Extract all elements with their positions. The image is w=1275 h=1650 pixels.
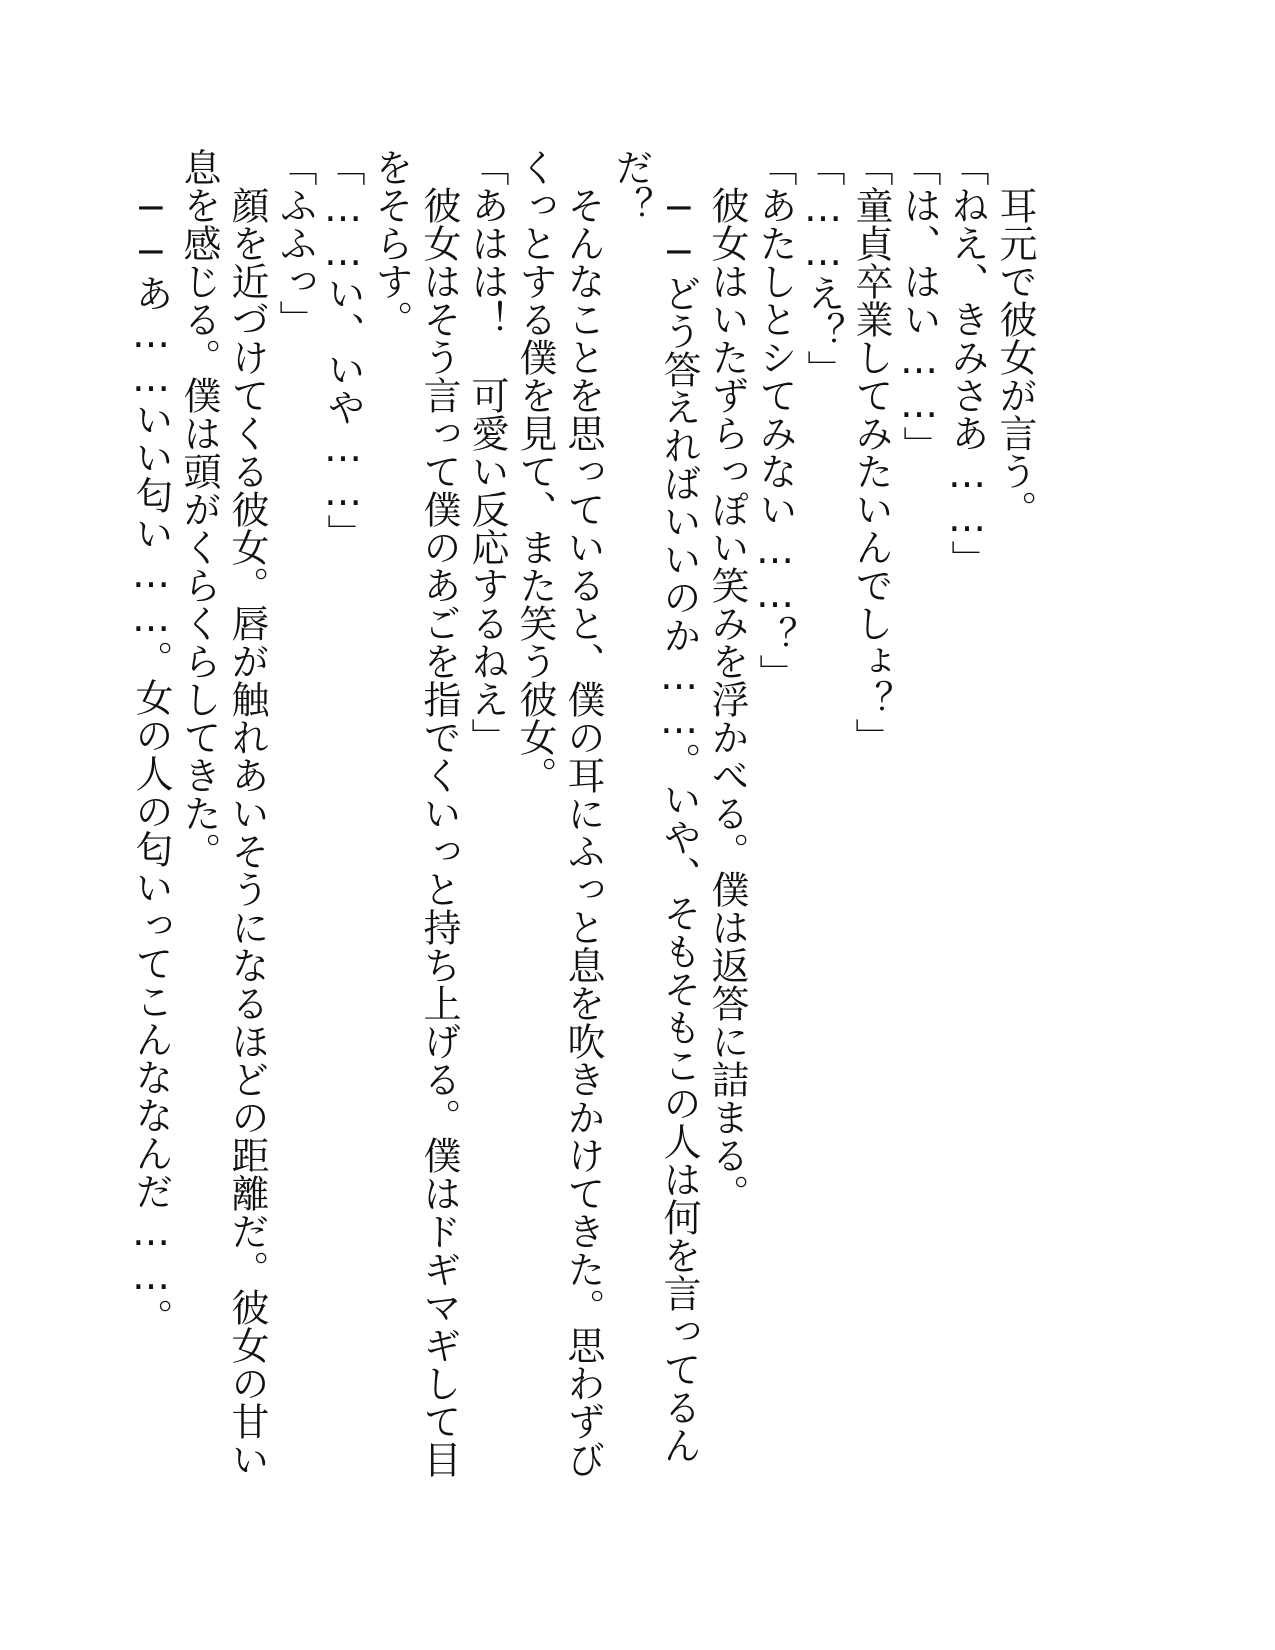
paragraph-14: 顔を近づけてくる彼女。唇が触れあいそうになるほどの距離だ。彼女の甘い息を感じる。僕は頭がくらくらしてきた。 xyxy=(177,148,269,1478)
vertical-text-body xyxy=(129,148,1039,1508)
paragraph-11: 彼女はそう言って僕のあごを指でくいっと持ち上げる。僕はドギマギして目をそらす。 xyxy=(369,148,461,1478)
paragraph-5: 「……え？」 xyxy=(801,148,845,388)
paragraph-8: ──どう答えればいいのか……。いや、そもそもこの人は何を言ってるんだ？ xyxy=(609,148,701,1464)
paragraph-7: 彼女はいたずらっぽい笑みを浮かべる。僕は返答に詰まる。 xyxy=(705,148,749,1212)
paragraph-6: 「あたしとシてみない……？」 xyxy=(753,148,797,692)
paragraph-13: 「ふふっ」 xyxy=(273,148,317,338)
paragraph-10: 「あはは！ 可愛い反応するねえ」 xyxy=(465,148,509,756)
paragraph-3: 「は、はい……」 xyxy=(897,148,941,464)
paragraph-2: 「ねえ、きみさあ……」 xyxy=(945,148,989,578)
paragraph-12: 「……い、いや……」 xyxy=(321,148,365,552)
paragraph-4: 「童貞卒業してみたいんでしょ？」 xyxy=(849,148,893,756)
paragraph-1: 耳元で彼女が言う。 xyxy=(993,148,1037,528)
paragraph-15: ──あ……いい匂い……。女の人の匂いってこんななんだ……。 xyxy=(129,148,173,1336)
paragraph-9: そんなことを思っていると、僕の耳にふっと息を吹きかけてきた。思わずびくっとする僕を見て、また笑う彼女。 xyxy=(513,148,605,1478)
